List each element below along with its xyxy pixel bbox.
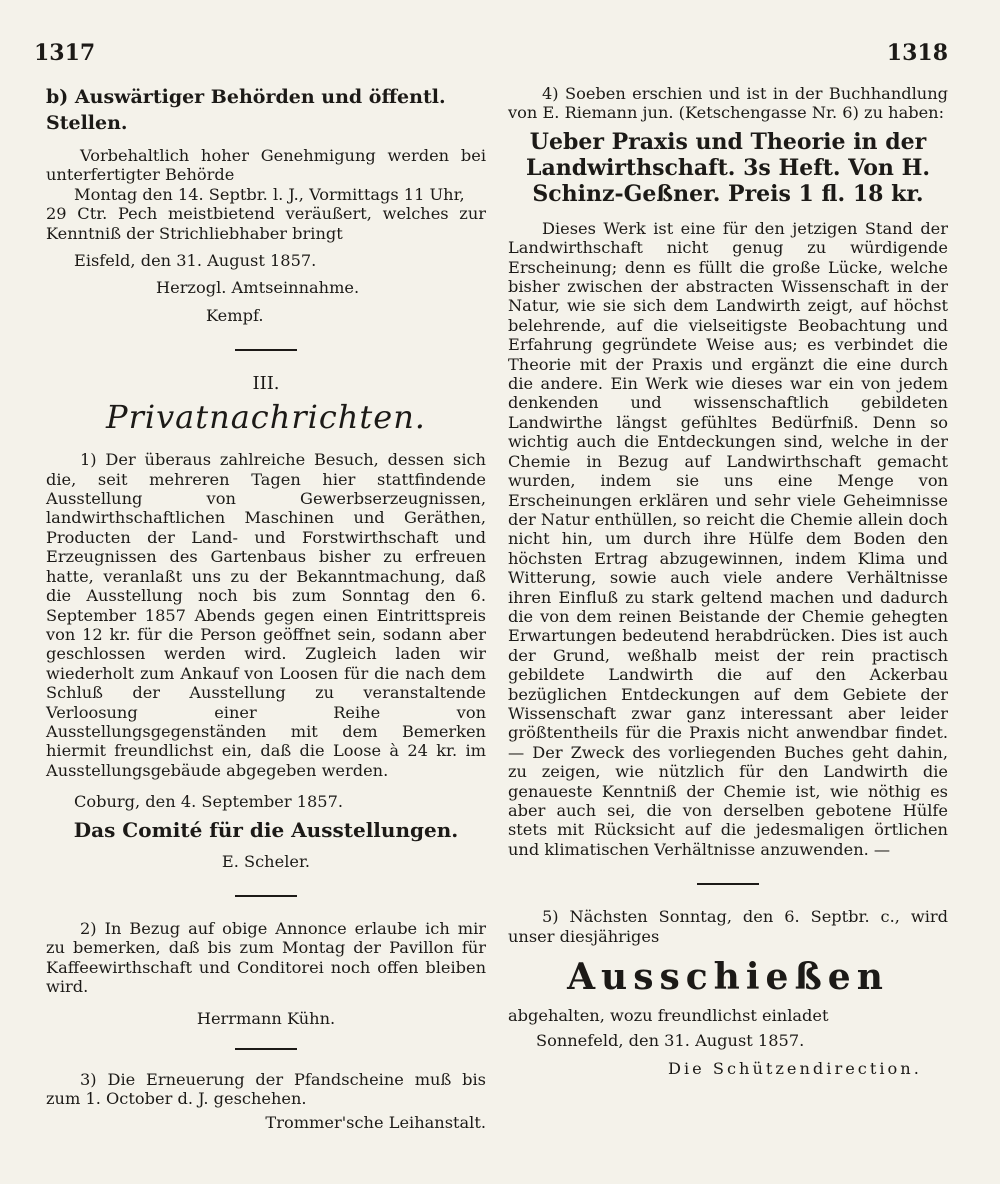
divider xyxy=(235,895,297,897)
notice-5-signature: Die Schützendirection. xyxy=(668,1058,922,1078)
divider xyxy=(235,349,297,351)
notice-5-intro: 5) Nächsten Sonntag, den 6. Septbr. c., wird unser diesjähriges xyxy=(508,907,948,946)
b-notice-intro: Vorbehaltlich hoher Genehmigung werden bei unterfertigter Behörde xyxy=(46,146,486,185)
divider xyxy=(235,1048,297,1050)
notice-5-place-date: Sonnefeld, den 31. August 1857. xyxy=(536,1031,805,1051)
b-authority: Herzogl. Amtseinnahme. xyxy=(156,278,360,298)
notice-5-event-title: Ausschießen xyxy=(567,956,889,999)
left-column xyxy=(46,84,486,1132)
notice-2-signature: Herrmann Kühn. xyxy=(196,1008,336,1028)
notice-1-place-date: Coburg, den 4. September 1857. xyxy=(74,792,344,812)
section-roman-numeral: III. xyxy=(252,373,280,395)
b-place-date: Eisfeld, den 31. August 1857. xyxy=(74,251,317,271)
notice-3-text: 3) Die Erneuerung der Pfandscheine muß bis zum 1. October d. J. geschehen. xyxy=(46,1070,486,1109)
notice-5-text: abgehalten, wozu freundlichst einladet xyxy=(508,1006,829,1026)
privatnachrichten-heading: Privatnachrichten. xyxy=(106,398,426,437)
notice-2-text: 2) In Bezug auf obige Annonce erlaube ich mir zu bemerken, daß bis zum Montag der Pavillon für Kaffeewirthschaft und Conditorei noch offen bleiben wird. xyxy=(46,918,486,997)
b-notice-item: 29 Ctr. Pech meistbietend veräußert, welches zur Kenntniß der Strichliebhaber bringt xyxy=(46,204,486,243)
notice-4-intro: 4) Soeben erschien und ist in der Buchhandlung von E. Riemann jun. (Ketschengasse Nr. 6) zu haben: xyxy=(508,84,948,123)
notice-4-body: Dieses Werk ist eine für den jetzigen Stand der Landwirthschaft nicht genug zu würdigende Erscheinung; denn es füllt die große Lücke, welche bisher zwischen der abstracten Wissenschaft in der Natur, wie sie sich dem Landwirth zeigt, auf höchst belehrende, auf die vielseitigste Beobachtung und Erfahrung gegründete Weise aus; es verbindet die Theorie mit der Praxis und ergänzt die eine durch die andere. Ein Werk wie dieses war ein von jedem denkenden und wissenschaftlich gebildeten Landwirthe längst gefühltes Bedürfniß. Denn so wichtig auch die Entdeckungen sind, welche in der Chemie in Bezug auf Landwirthschaft gemacht wurden, indem sie uns eine Menge von Erscheinungen erklären und sehr viele Geheimnisse der Natur enthüllen, so reicht die Chemie allein doch nicht hin, um durch ihre Hülfe dem Boden den höchsten Ertrag abzugewinnen, indem Klima und Witterung, sowie auch viele andere Verhältnisse ihren Einfluß zu stark geltend machen und dadurch die von dem reinen Beistande der Chemie gehegten Erwartungen bedeutend herabdrücken. Dies ist auch der Grund, weßhalb meist der rein practisch gebildete Landwirth die auf den Ackerbau bezüglichen Entdeckungen auf dem Gebiete der Wissenschaft zwar ganz interessant aber leider größtentheils für die Praxis nicht anwendbar findet. — Der Zweck des vorliegenden Buches geht dahin, zu zeigen, wie nützlich für den Landwirth die genaueste Kenntniß der Chemie ist, wie nöthig es aber auch sei, die von derselben gebotene Hülfe stets mit Rücksicht auf die jedesmaligen örtlichen und klimatischen Verhältnisse anzuwenden. — xyxy=(508,218,948,859)
notice-1-text: 1) Der überaus zahlreiche Besuch, dessen sich die, seit mehreren Tagen hier stattfindende Ausstellung von Gewerbserzeugnissen, landwirthschaftlichen Maschinen und Geräthen, Producten der Land- und Forstwirthschaft und Erzeugnissen des Gartenbaus bisher zu erfreuen hatte, veranlaßt uns zu der Bekanntmachung, daß die Ausstellung noch bis zum Sonntag den 6. September 1857 Abends gegen einen Eintrittspreis von 12 kr. für die Person geöffnet sein, sodann aber geschlossen werden wird. Zugleich laden wir wiederholt zum Ankauf von Loosen für die nach dem Schluß der Ausstellung zu veranstaltende Verloosung einer Reihe von Ausstellungsgegenständen mit dem Bemerken hiermit freundlichst ein, daß die Loose à 24 kr. im Ausstellungsgebäude abgegeben werden. xyxy=(46,450,486,780)
right-column xyxy=(508,84,948,1078)
page-number-right: 1318 xyxy=(886,40,948,66)
notice-1-signature: E. Scheler. xyxy=(221,851,311,871)
section-b-heading: b) Auswärtiger Behörden und öffentl. Stellen. xyxy=(46,86,446,134)
b-signature: Kempf. xyxy=(206,305,264,325)
notice-1-committee: Das Comité für die Ausstellungen. xyxy=(73,817,459,842)
notice-3-signature: Trommer'sche Leihanstalt. xyxy=(265,1112,486,1132)
page-number-left: 1317 xyxy=(34,40,96,66)
b-notice-date: Montag den 14. Septbr. l. J., Vormittags 11 Uhr, xyxy=(74,184,465,204)
divider xyxy=(697,883,759,885)
book-title: Ueber Praxis und Theorie in der Landwirthschaft. 3s Heft. Von H. Schinz-Geßner. Preis 1 fl. 18 kr. xyxy=(525,128,931,207)
